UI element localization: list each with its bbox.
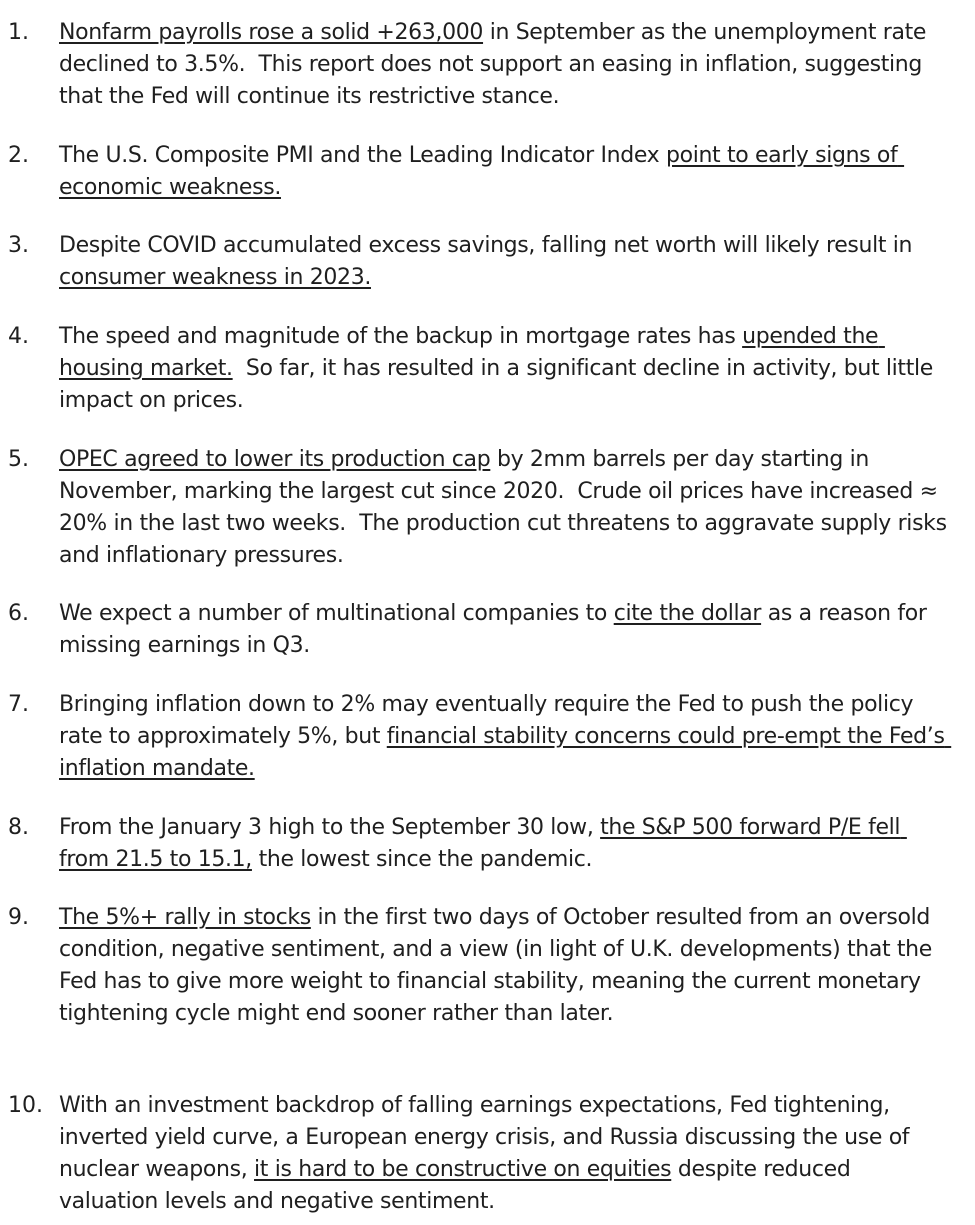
text-segment: So far, it has resulted in a significant decline in activity, but little impact on prices. xyxy=(59,356,940,413)
text-segment: From the January 3 high to the September 30 low, xyxy=(59,815,601,840)
underlined-phrase: Nonfarm payrolls rose a solid +263,000 xyxy=(59,20,484,45)
item-text xyxy=(59,17,949,113)
item-number: 4. xyxy=(8,324,29,349)
text-segment: in the first two days of October resulted from an oversold condition, negative sentiment, and a view (in light of U.K. developments) that the Fed has to give more weight to financial stability, meaning the current monetary tightening cycle might end sooner rather than later. xyxy=(59,905,939,1026)
item-text xyxy=(59,444,954,572)
text-segment: We expect a number of multinational companies to xyxy=(59,601,614,626)
item-text xyxy=(59,902,949,1030)
item-number: 6. xyxy=(8,601,29,626)
text-segment: in September as the unemployment rate declined to 3.5%. This report does not support an easing in inflation, suggesting that the Fed will continue its restrictive stance. xyxy=(59,20,933,109)
item-text xyxy=(59,321,949,417)
underlined-phrase: OPEC agreed to lower its production cap xyxy=(59,447,491,472)
item-text xyxy=(59,230,949,294)
item-number: 5. xyxy=(8,447,29,472)
underlined-phrase: consumer weakness in 2023. xyxy=(59,265,371,290)
item-number: 3. xyxy=(8,233,29,258)
underlined-phrase: it is hard to be constructive on equities xyxy=(254,1157,672,1182)
underlined-phrase: point to early signs of economic weakness. xyxy=(59,143,905,200)
text-segment: by 2mm barrels per day starting in November, marking the largest cut since 2020. Crude oil prices have increased ≈ 20% in the last two weeks. The production cut threatens to aggravate supply risks and inflationary pressures. xyxy=(59,447,954,568)
text-segment: as a reason for missing earnings in Q3. xyxy=(59,601,934,658)
item-number: 2. xyxy=(8,143,29,168)
text-segment: the lowest since the pandemic. xyxy=(251,847,593,872)
underlined-phrase: the S&P 500 forward P/E fell from 21.5 to 15.1, xyxy=(59,815,907,872)
item-number: 1. xyxy=(8,20,29,45)
item-number: 8. xyxy=(8,815,29,840)
underlined-phrase: cite the dollar xyxy=(613,601,762,626)
underlined-phrase: financial stability concerns could pre-empt the Fed’s inflation mandate. xyxy=(59,724,952,781)
item-number: 10. xyxy=(8,1093,43,1118)
item-text xyxy=(59,1090,949,1218)
item-text xyxy=(59,598,949,662)
underlined-phrase: upended the housing market. xyxy=(59,324,885,381)
text-segment: The speed and magnitude of the backup in mortgage rates has xyxy=(59,324,743,349)
item-text xyxy=(59,689,952,785)
item-text xyxy=(59,812,949,876)
text-segment: The U.S. Composite PMI and the Leading Indicator Index xyxy=(59,143,666,168)
text-segment: despite reduced valuation levels and negative sentiment. xyxy=(59,1157,858,1214)
text-segment: Despite COVID accumulated excess savings, falling net worth will likely result in xyxy=(59,233,919,258)
item-number: 7. xyxy=(8,692,29,717)
item-text xyxy=(59,140,949,204)
item-number: 9. xyxy=(8,905,29,930)
text-segment: With an investment backdrop of falling earnings expectations, Fed tightening, inverted yield curve, a European energy crisis, and Russia discussing the use of nuclear weapons, xyxy=(59,1093,916,1182)
text-segment: Bringing inflation down to 2% may eventually require the Fed to push the policy rate to approximately 5%, but xyxy=(59,692,920,749)
underlined-phrase: The 5%+ rally in stocks xyxy=(59,905,311,930)
